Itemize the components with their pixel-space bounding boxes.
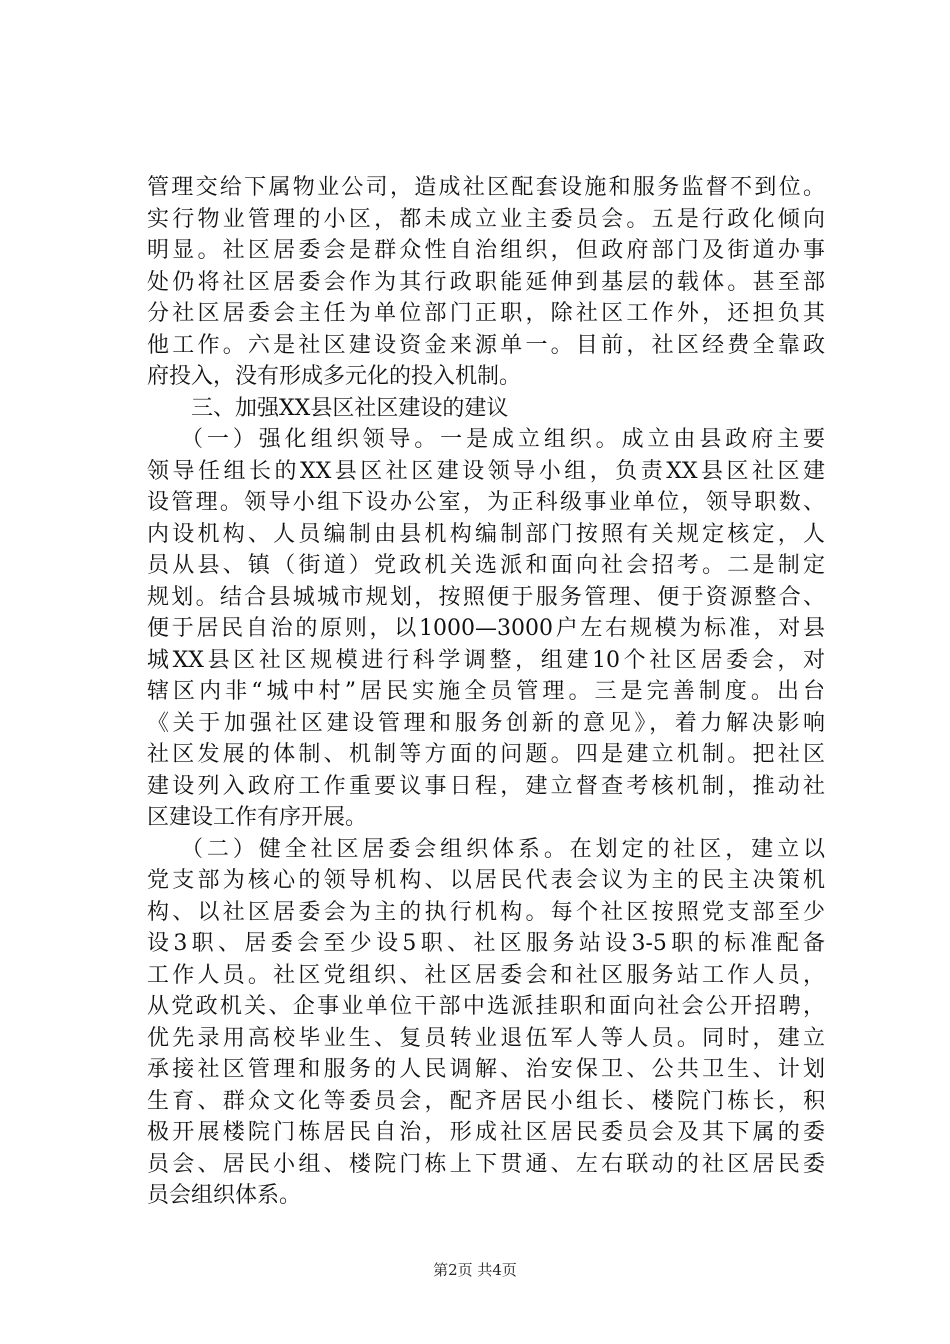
body-line: 工作人员。社区党组织、社区居委会和社区服务站工作人员， [147,962,825,988]
body-line: 辖区内非“城中村”居民实施全员管理。三是完善制度。出台 [147,679,825,704]
subsection-first-line: （一）强化组织领导。一是成立组织。成立由县政府主要 [181,427,825,452]
body-line: 规划。结合县城城市规划，按照便于服务管理、便于资源整合、 [147,584,825,610]
body-line: 管理交给下属物业公司，造成社区配套设施和服务监督不到位。 [147,175,825,200]
body-line: 府投入，没有形成多元化的投入机制。 [147,364,522,389]
body-line: 分社区居委会主任为单位部门正职，除社区工作外，还担负其 [147,301,825,326]
body-line: 生育、群众文化等委员会，配齐居民小组长、楼院门栋长，积 [147,1088,825,1114]
body-line: 极开展楼院门栋居民自治，形成社区居民委员会及其下属的委 [147,1120,825,1145]
body-line: 他工作。六是社区建设资金来源单一。目前，社区经费全靠政 [147,332,825,358]
body-line: 建设列入政府工作重要议事日程，建立督查考核机制，推动社 [147,773,825,799]
body-line: 城XX县区社区规模进行科学调整，组建10个社区居委会，对 [147,647,825,673]
body-line: 便于居民自治的原则，以1000—3000户左右规模为标准，对县 [147,616,825,641]
body-line: 构、以社区居委会为主的执行机构。每个社区按照党支部至少 [147,899,825,925]
body-line: 党支部为核心的领导机构、以居民代表会议为主的民主决策机 [147,868,825,893]
document-body [147,172,825,1212]
body-line: 设管理。领导小组下设办公室，为正科级事业单位，领导职数、 [147,490,825,515]
section-heading: 三、加强XX县区社区建设的建议 [191,395,509,421]
body-line: 明显。社区居委会是群众性自治组织，但政府部门及街道办事 [147,238,825,263]
body-line: 《关于加强社区建设管理和服务创新的意见》，着力解决影响 [147,710,825,736]
body-line: 社区发展的体制、机制等方面的问题。四是建立机制。把社区 [147,742,825,767]
body-line: 设3职、居委会至少设5职、社区服务站设3-5职的标准配备 [147,931,825,956]
body-line: 内设机构、人员编制由县机构编制部门按照有关规定核定，人 [147,521,825,547]
body-line: 实行物业管理的小区，都未成立业主委员会。五是行政化倾向 [147,206,825,232]
body-line: 优先录用高校毕业生、复员转业退伍军人等人员。同时，建立 [147,1025,825,1051]
body-line: 承接社区管理和服务的人民调解、治安保卫、公共卫生、计划 [147,1057,825,1082]
body-line: 区建设工作有序开展。 [147,805,368,830]
page-number-footer: 第2页 共4页 [433,1261,517,1279]
body-line: 从党政机关、企事业单位干部中选派挂职和面向社会公开招聘， [147,994,825,1019]
body-line: 员从县、镇（街道）党政机关选派和面向社会招考。二是制定 [147,553,825,578]
body-line: 员会组织体系。 [147,1183,302,1208]
body-line: 员会、居民小组、楼院门栋上下贯通、左右联动的社区居民委 [147,1151,825,1177]
subsection-first-line: （二）健全社区居委会组织体系。在划定的社区，建立以 [181,836,825,862]
body-line: 领导任组长的XX县区社区建设领导小组，负责XX县区社区建 [147,458,825,484]
body-line: 处仍将社区居委会作为其行政职能延伸到基层的载体。甚至部 [147,269,825,295]
